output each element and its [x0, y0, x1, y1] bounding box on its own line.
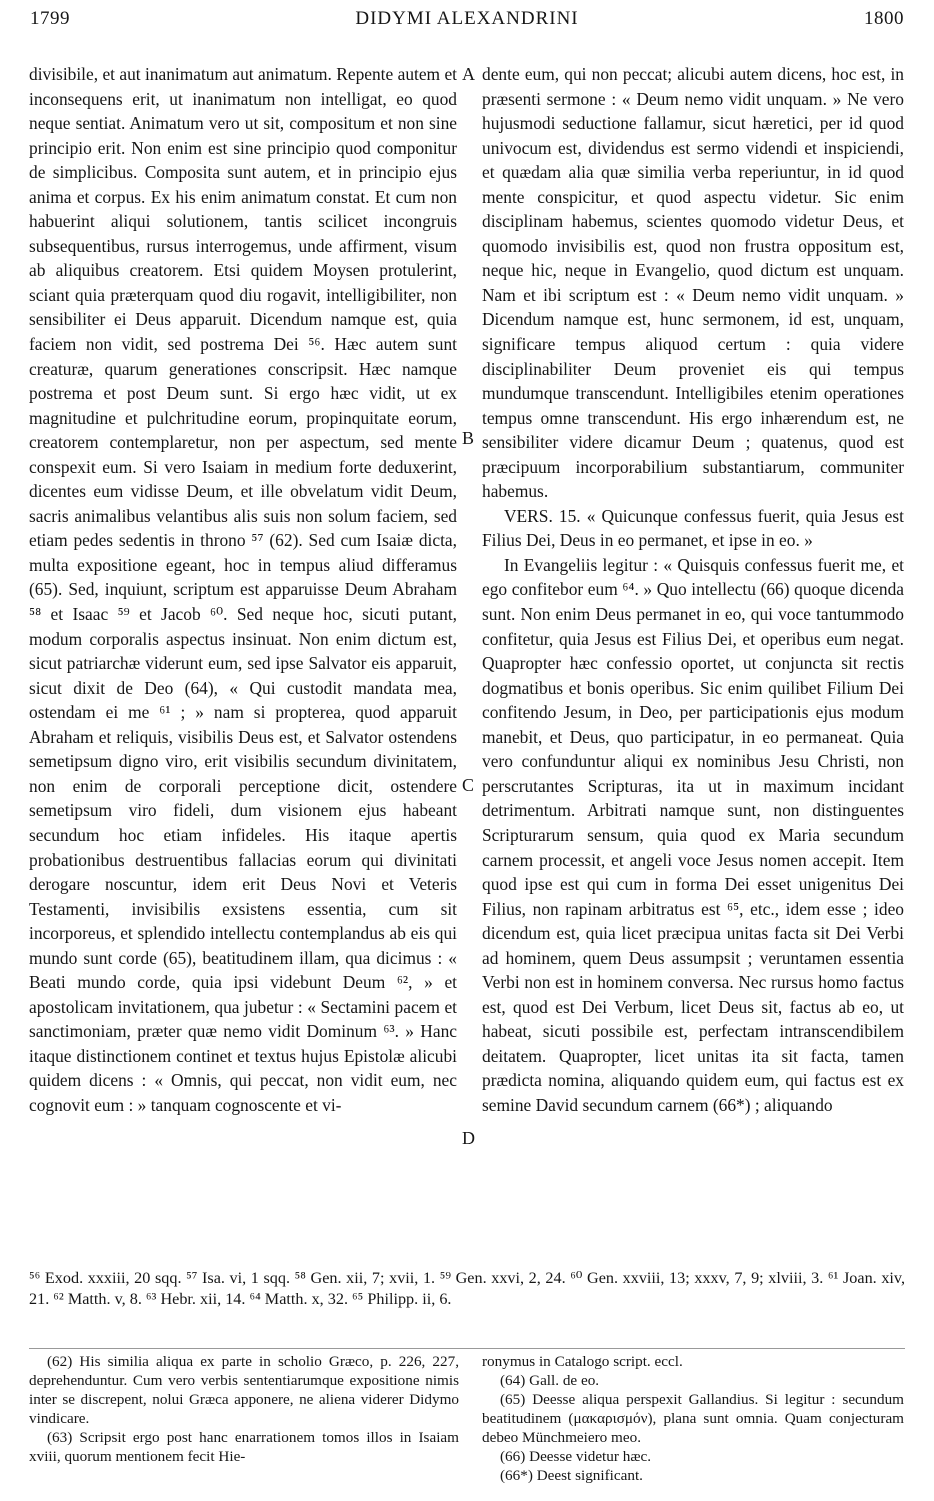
note-66: (66) Deesse videtur hæc. [500, 1448, 651, 1465]
left-column [29, 62, 457, 1118]
note-63-continued: ronymus in Catalogo script. eccl. [482, 1353, 683, 1370]
note-65: (65) Deesse aliqua perspexit Gallandius. Si legitur : secundum beatitudinem (μακαρισμόν), plana sunt omnia. Quam conjecturam debeo Münchmeiero meo. [482, 1391, 904, 1446]
scripture-footnotes: ⁵⁶ Exod. xxxiii, 20 sqq. ⁵⁷ Isa. vi, 1 sqq. ⁵⁸ Gen. xii, 7; xvii, 1. ⁵⁹ Gen. xxvi, 2, 24. ⁶⁰ Gen. xxviii, 13; xxxv, 7, 9; xlviii, 3. ⁶¹ Joan. xiv, 21. ⁶² Matth. v, 8. ⁶³ Hebr. xii, 14. ⁶⁴ Matth. x, 32. ⁶⁵ Philipp. ii, 6. [29, 1269, 905, 1308]
margin-mark-a: A [462, 64, 475, 84]
page-number-right: 1800 [864, 8, 904, 29]
verse-heading: VERS. 15. « Quicunque confessus fuerit, quia Jesus est Filius Dei, Deus in eo permanet, et ipse in eo. » [482, 505, 904, 551]
note-64: (64) Gall. de eo. [500, 1372, 600, 1389]
notes-right [482, 1352, 904, 1485]
footnote-divider [29, 1348, 905, 1349]
running-title: DIDYMI ALEXANDRINI [355, 8, 579, 29]
margin-mark-b: B [462, 428, 475, 448]
page-header [30, 4, 904, 34]
note-63: (63) Scripsit ergo post hanc enarrationem tomos illos in Isaiam xviii, quorum mentionem fecit Hie- [29, 1429, 459, 1465]
right-column-paragraph-2: In Evangeliis legitur : « Quisquis confessus fuerit me, et ego confitebor eum ⁶⁴. » Quo intellectu (66) quoque dicenda sunt. Non enim Deus permanet in eo, qui voce tantummodo confitetur, quia Jesus est Filius Dei, et operibus eum negat. Quapropter hæc confessio oportet, ut conjuncta sit rectis dogmatibus et bonis operibus. Sic enim quilibet Filium Dei confitendo Jesum, in Deo, per participationis ejus modum manebit, et Deus, quo participatur, in eo permaneat. Quia vero confunduntur aliqui ex nominibus Jesu Christi, non perscrutantes Scripturas, ita ut in maximum incidant detrimentum. Arbitrati namque sunt, non distinguentes Scripturarum sensum, quia quod ex Maria secundum carnem processit, et angeli voce Jesus nomen accepit. Item quod ipse est qui cum in forma Dei esset unigenitus Dei Filius, non rapinam arbitratus est ⁶⁵, etc., idem esse ; ideo dicendum est, quia licet præcipua unitas facta sit Dei Verbi ad hominem, quem Deus assumpsit ; veruntamen essentia Verbi non est in hominem conversa. Nec rursus homo factus est, quod est Dei Verbum, licet Deus sit, factus ab eo, ut habeat, sicuti possibile est, perfectam intranscendibilem deitatem. Quapropter, licet unitas ita sit facta, tamen prædicta nomina, aliquando quidem eum, qui factus est ex semine David secundum carnem (66*) ; aliquando [482, 554, 904, 1115]
page-number-left: 1799 [30, 8, 70, 29]
right-column-paragraph-1: dente eum, qui non peccat; alicubi autem dicens, hoc est, in præsenti sermone : « Deum nemo vidit unquam. » Ne vero hujusmodi seductione fallamur, sicut hæretici, per id quod univocum est, dividendus est sermo videndi et inspiciendi, et quædam alia quæ similia verba reperiuntur, in id quod mente conspicitur, et quod aspectu videtur. Sic enim disciplinam habemus, scientes quomodo videtur Deus, et quomodo invisibilis est, quod non frustra oppositum est, neque hic, neque in Evangelio, quod dictum est unquam. Nam et ibi scriptum est : « Deum nemo vidit unquam. » Dicendum namque est, hunc sermonem, id est, unquam, significare tempus aliquod certum : quia videre disciplinabiliter Deum proveniet eis qui tempus mundumque transcendunt. Intelligibiles etenim operationes tempus omne transcendunt. His ergo inhærendum est, ne sensibiliter videre dicamur Deum ; quatenus, quod est præcipuum incorporabilium substantiarum, communiter habemus. [482, 64, 904, 502]
margin-mark-c: C [462, 775, 475, 795]
right-column [482, 62, 904, 1118]
margin-mark-d: D [462, 1128, 475, 1148]
note-66-star: (66*) Deest significant. [500, 1467, 643, 1484]
left-column-text: divisibile, et aut inanimatum aut animatum. Repente autem et inconsequens erit, ut inanimatum non intelligat, eo quod neque sentiat. Animatum vero ut sit, compositum et non sine principio erit. Non enim est sine principio quod componitur de simplicibus. Composita sunt autem, et in principio ejus anima et corpus. Ex his enim animatum constat. Et cum non habuerint aliqui solutionem, tantis scilicet incongruis subsequentibus, rursus interrogemus, unde affirment, visum ab aliquibus creatorem. Etsi quidem Moysen protulerint, sciant quia præterquam quod diu rogavit, intelligibiliter, non sensibiliter ei Deus apparuit. Dicendum namque est, quia faciem non vidit, sed postrema Dei ⁵⁶. Hæc autem sunt creaturæ, quarum generationes conscripsit. Hæc namque postrema et post Deum sunt. Si ergo hæc vidit, ut ex magnitudine et pulchritudine eorum, propinquitate eorum, creatorem contemplaretur, non per aspectum, sed mente conspexit eum. Si vero Isaiam in medium forte deduxerint, dicentes eum vidisse Deum, et ille obvelatum vidit Deum, sacris animalibus velantibus alis suis non solum faciem, sed etiam pedes sedentis in throno ⁵⁷ (62). Sed cum Isaiæ dicta, multa expositione egeant, hoc in tempus aliud differamus (65). Sed, inquiunt, scriptum est apparuisse Deum Abraham ⁵⁸ et Isaac ⁵⁹ et Jacob ⁶⁰. Sed neque hoc, sicuti putant, modum corporalis aspectus insinuat. Non enim dictum est, sicut patriarchæ viderunt eum, sed ipse Salvator eis apparuit, sicut dixit de Deo (64), « Qui custodit mandata mea, ostendam ei me ⁶¹ ; » nam si propterea, quod apparuit Abraham et reliquis, visibilis Deus est, et Salvator ostendens semetipsum digno viro, erit visibilis secundum divinitatem, non enim de corporali perceptione dicit, ostendere semetipsum viro fideli, dum visionem ejus habeant secundum hoc etiam infideles. His itaque apertis probationibus destruentibus fallacias eorum qui divinitati derogare noscuntur, idem erit Deus Novi et Veteris Testamenti, invisibilis exsistens essentia, cum sit incorporeus, et splendido intellectu contemplandus ab eis qui mundo sunt corde (65), beatitudinem illam, qua dicimus : « Beati mundo corde, quia ipsi videbunt Deum ⁶², » et apostolicam invitationem, qua jubetur : « Sectamini pacem et sanctimoniam, præter quæ nemo vidit Dominum ⁶³. » Hanc itaque distinctionem continet et textus hujus Epistolæ alicubi quidem dicens : « Omnis, qui peccat, non vidit eum, nec cognovit eum : » tanquam cognoscente et vi- [29, 64, 457, 1115]
note-62: (62) His similia aliqua ex parte in scholio Græco, p. 226, 227, deprehenduntur. Cum vero verbis sententiarumque expositione nimis inter se discrepent, nolui Græca apponere, ne aliena viderer Didymo vindicare. [29, 1353, 459, 1427]
notes-left [29, 1352, 459, 1466]
